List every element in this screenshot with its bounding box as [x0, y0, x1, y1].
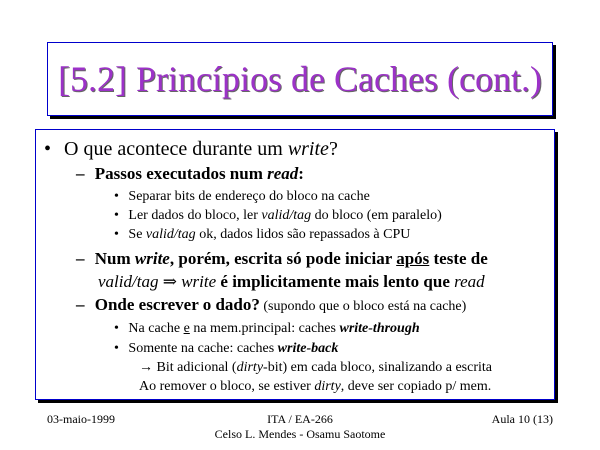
content-box — [35, 129, 555, 400]
read-item-3-b: valid/tag — [145, 227, 196, 242]
where-item-1-c: na mem.principal: caches — [189, 321, 340, 336]
sub-write-cont — [98, 272, 485, 292]
dash-mark: – — [76, 164, 85, 183]
sub-where-b: (supondo que o bloco está na cache) — [259, 299, 467, 314]
sub-write-d: após — [396, 249, 430, 268]
sub-write-b: write — [134, 249, 170, 268]
question-italic: write — [287, 138, 329, 160]
read-item-2-b: valid/tag — [261, 208, 312, 223]
sub-write-cont-a: valid/tag — [98, 272, 159, 291]
small-bullet: • — [114, 341, 119, 356]
question-text: O que acontece durante um — [64, 138, 288, 160]
title-box — [47, 42, 553, 116]
where-item-2-b: write-back — [277, 341, 339, 356]
small-bullet: • — [114, 189, 119, 204]
footer-course: ITA / EA-266 — [267, 412, 333, 426]
sub-read-text: Passos executados num — [94, 164, 268, 183]
sub-where — [76, 295, 466, 315]
bullet-mark: • — [44, 138, 52, 160]
where-sub-1-a: Bit adicional ( — [153, 360, 237, 375]
sub-where-a: Onde escrever o dado? — [94, 295, 260, 314]
sub-read — [76, 164, 304, 184]
right-arrow: → — [139, 360, 153, 375]
footer-date: 03-maio-1999 — [47, 412, 115, 426]
where-item-2-a: Somente na cache: caches — [128, 341, 278, 356]
where-item-2 — [114, 341, 338, 357]
read-item-1-text: Separar bits de endereço do bloco na cache — [128, 189, 370, 204]
where-item-1-a: Na cache — [128, 321, 184, 336]
where-sub-1-c: -bit) em cada bloco, sinalizando a escrita — [263, 360, 493, 375]
read-item-2-a: Ler dados do bloco, ler — [128, 208, 262, 223]
read-item-2-c: do bloco (em paralelo) — [311, 208, 442, 223]
footer-authors: Celso L. Mendes - Osamu Saotome — [214, 427, 386, 441]
sub-write-cont-c: é implicitamente mais lento que — [216, 272, 455, 291]
question-end: ? — [328, 138, 338, 160]
implies-arrow: ⇒ — [162, 272, 177, 291]
footer-page: Aula 10 (13) — [491, 412, 553, 426]
sub-write-a: Num — [94, 249, 135, 268]
sub-write-e: teste de — [429, 249, 488, 268]
sub-write-c: , porém, escrita só pode iniciar — [169, 249, 397, 268]
small-bullet: • — [114, 227, 119, 242]
dash-mark: – — [76, 295, 85, 314]
bullet-question — [44, 138, 338, 161]
where-sub-1-b: dirty — [236, 360, 264, 375]
where-item-1-d: write-through — [339, 321, 420, 336]
where-sub-1 — [139, 360, 492, 376]
where-sub-2 — [139, 379, 491, 395]
dash-mark: – — [76, 249, 85, 268]
footer-center — [200, 412, 400, 442]
read-item-3-a: Se — [128, 227, 146, 242]
sub-write — [76, 249, 488, 269]
read-item-3 — [114, 227, 410, 243]
small-bullet: • — [114, 208, 119, 223]
read-item-3-c: ok, dados lidos são repassados à CPU — [195, 227, 411, 242]
small-bullet: • — [114, 321, 119, 336]
sub-read-italic: read — [267, 164, 299, 183]
slide-title: [5.2] Princípios de Caches (cont.) — [58, 59, 542, 99]
read-item-2 — [114, 208, 442, 224]
where-sub-2-c: , deve ser copiado p/ mem. — [340, 379, 492, 394]
where-item-1 — [114, 321, 420, 337]
read-item-1 — [114, 189, 370, 205]
where-sub-2-b: dirty — [314, 379, 341, 394]
sub-write-cont-d: read — [454, 272, 485, 291]
sub-write-cont-b: write — [176, 272, 217, 291]
sub-read-end: : — [298, 164, 304, 183]
where-sub-2-a: Ao remover o bloco, se estiver — [139, 379, 315, 394]
where-item-1-b: e — [183, 321, 190, 336]
